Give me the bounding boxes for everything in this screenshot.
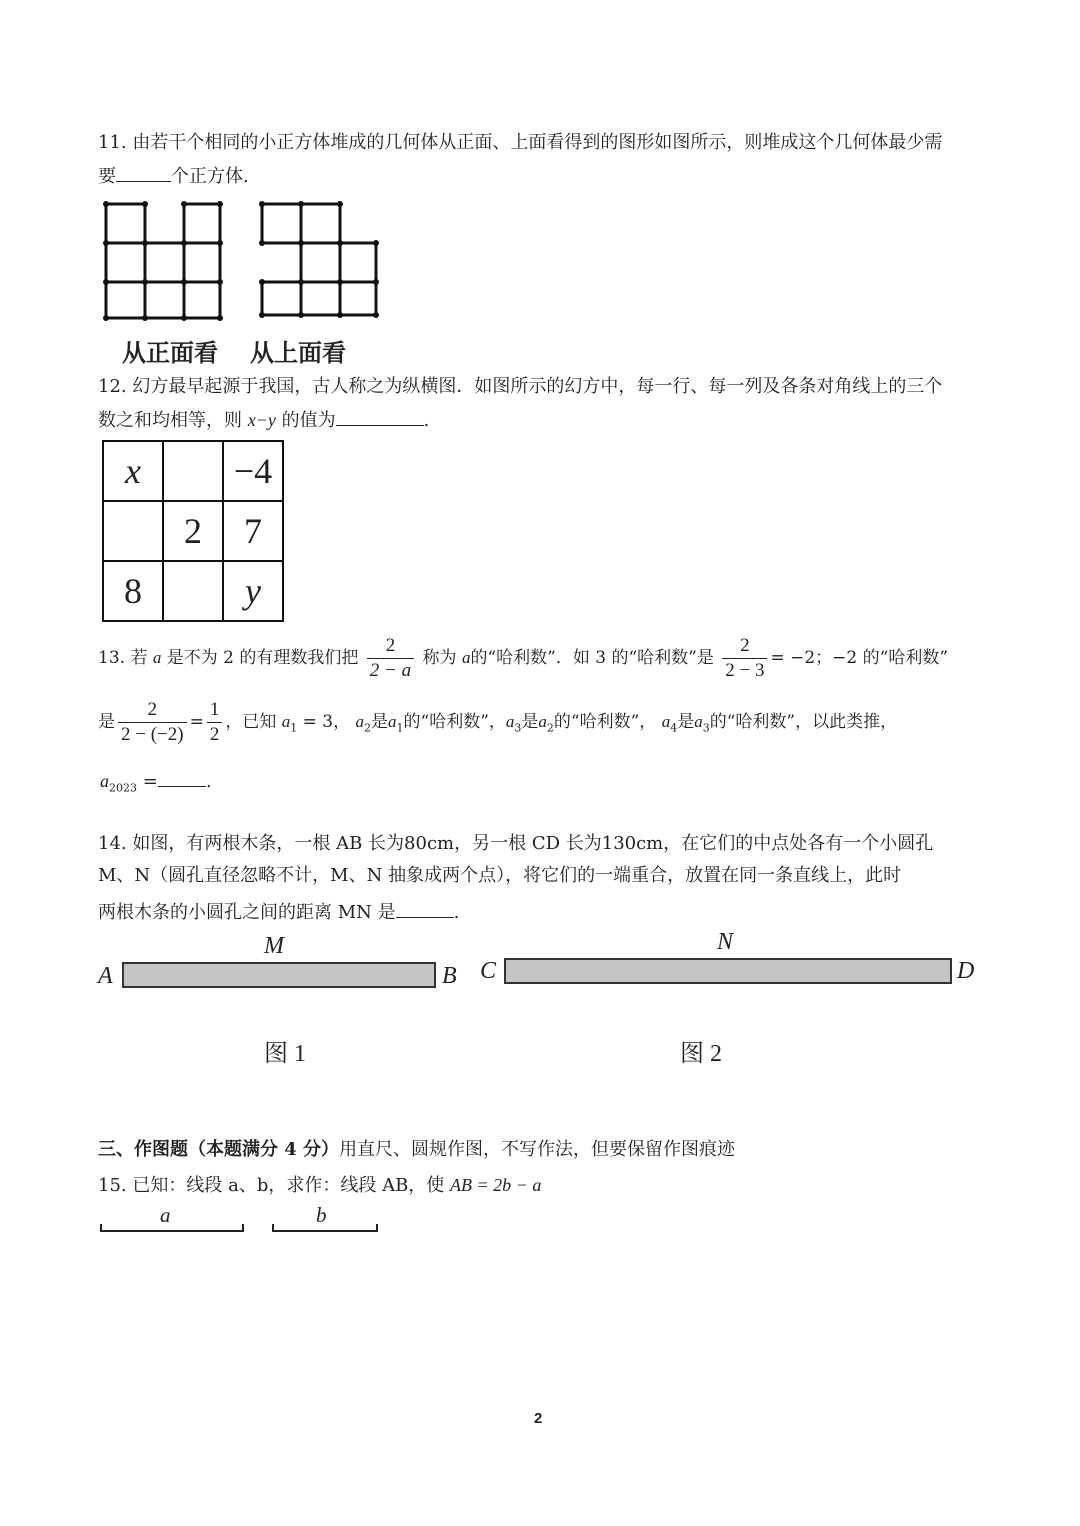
q14-text-2: M、N（圆孔直径忽略不计，M、N 抽象成两个点），将它们的一端重合，放置在同一条直线上，此时 (98, 865, 902, 886)
frac3-den: 2 − (−2) (118, 722, 187, 747)
q12-text-2-end: . (423, 410, 430, 431)
magic-cell-r1c2 (163, 441, 223, 501)
magic-cell-r3c1: 8 (103, 561, 163, 621)
q11-number: 11. (98, 132, 127, 153)
q12-text-2-pre: 数之和均相等，则 (98, 410, 242, 431)
q13-text-9b: 是 (521, 712, 539, 732)
label-C: C (480, 958, 497, 984)
q14-line2 (98, 864, 901, 888)
q13-text-11: 的“哈利数”，以此类推， (709, 712, 898, 732)
magic-cell-r2c1 (103, 501, 163, 561)
label-M: M (264, 933, 284, 959)
frac4-num: 1 (209, 699, 220, 720)
magic-cell-r2c2: 2 (163, 501, 223, 561)
q12-expression: x−y (247, 410, 276, 430)
q13-text-12: = (142, 771, 158, 792)
segment-a (100, 1224, 244, 1232)
front-view-grid (106, 204, 220, 318)
q14-text-1: 如图，有两根木条，一根 AB 长为80cm，另一根 CD 长为130cm，在它们的中点处各有一个小圆孔 (132, 833, 934, 854)
figure-2-caption: 图 2 (680, 1041, 722, 1067)
section3-heading: 三、作图题（本题满分 4 分） (98, 1139, 340, 1160)
q13-a4-sub: 4 (670, 721, 678, 735)
q13-a2b-var: a (538, 712, 547, 731)
q13-text-13: . (205, 771, 212, 792)
top-view-dots (259, 201, 379, 318)
q14-text-3: 两根木条的小圆孔之间的距离 MN 是 (98, 902, 396, 923)
page-number: 2 (534, 1410, 543, 1427)
stick-CD (504, 958, 952, 984)
q13-text-10: 的“哈利数”， (403, 712, 506, 732)
magic-row-2 (103, 501, 283, 561)
q13-line1 (98, 634, 948, 683)
q13-var-a: a (152, 648, 162, 667)
magic-row-1 (103, 441, 283, 501)
section3-header (98, 1138, 735, 1162)
magic-row-3 (103, 561, 283, 621)
q12-text-1: 幻方最早起源于我国，古人称之为纵横图．如图所示的幻方中，每一行、每一列及各条对角线上的三个 (132, 376, 943, 397)
q13-a1b-sub: 1 (396, 721, 404, 735)
magic-cell-r1c3: −4 (223, 441, 283, 501)
frac2-num: 2 (740, 635, 750, 656)
q14-line3 (98, 899, 459, 925)
q13-answer-blank[interactable] (158, 768, 206, 787)
q13-line3 (100, 768, 212, 801)
q13-fraction-1 (367, 634, 414, 683)
frac1-num: 2 (385, 635, 396, 656)
magic-cell-r3c2 (163, 561, 223, 621)
q13-text-7: = (189, 712, 204, 732)
q13-fraction-2 (722, 634, 767, 683)
q14-line1 (98, 832, 933, 856)
label-B: B (442, 963, 457, 989)
q13-number: 13. (98, 648, 126, 668)
q13-a2b-sub: 2 (546, 721, 554, 735)
q12-number: 12. (98, 376, 127, 397)
q13-line2 (98, 698, 897, 747)
q13-a3b-sub: 3 (702, 721, 710, 735)
frac3-num: 2 (147, 699, 158, 720)
stick-AB (122, 962, 436, 988)
figure-1-caption: 图 1 (264, 1041, 306, 1067)
q13-a2023-sub: 2023 (109, 781, 137, 795)
q13-text-2: 是不为 2 的有理数我们把 (166, 648, 359, 668)
q14-number: 14. (98, 833, 127, 854)
q13-text-1: 若 (130, 648, 148, 668)
q13-fraction-3 (118, 698, 187, 747)
q11-line2 (98, 163, 249, 189)
label-N: N (717, 929, 734, 955)
q15-number: 15. (98, 1175, 127, 1196)
q13-text-4: 的“哈利数”．如 3 的“哈利数”是 (470, 648, 714, 668)
q13-a3-var: a (505, 712, 515, 731)
q12-answer-blank[interactable] (336, 407, 424, 426)
magic-cell-r2c3: 7 (223, 501, 283, 561)
q13-text-6: 是 (98, 712, 115, 732)
q13-text-5: = −2；−2 的“哈利数” (770, 648, 949, 668)
q13-text-9: 是 (371, 712, 389, 732)
q11-text-2-pre: 要 (98, 166, 116, 187)
frac4-den: 2 (207, 722, 223, 747)
q14-text-3-end: . (453, 902, 460, 923)
q11-line1 (98, 131, 942, 155)
q13-a1-eq: = 3， (302, 712, 351, 732)
segment-b-label: b (316, 1203, 327, 1227)
segment-a-label: a (160, 1203, 171, 1227)
magic-cell-r1c1: x (103, 441, 163, 501)
q11-views-figure (100, 198, 385, 323)
q15-formula: AB = 2b − a (450, 1175, 542, 1195)
q12-line2 (98, 407, 429, 433)
q11-answer-blank[interactable] (116, 163, 171, 182)
frac1-den: 2 − a (367, 658, 414, 683)
q13-a3-sub: 3 (514, 721, 522, 735)
section3-instruction: 用直尺、圆规作图，不写作法，但要保留作图痕迹 (339, 1139, 736, 1160)
q13-a2023-var: a (100, 771, 109, 791)
q15-text: 已知：线段 a、b，求作：线段 AB，使 (132, 1175, 445, 1196)
q13-fraction-4 (207, 698, 223, 747)
q13-a1-sub: 1 (290, 721, 298, 735)
q11-caption-top: 从上面看 (250, 339, 346, 367)
q11-text-1: 由若干个相同的小正方体堆成的几何体从正面、上面看得到的图形如图所示，则堆成这个几何体最少需 (132, 132, 943, 153)
frac2-den: 2 − 3 (722, 658, 767, 683)
q13-text-9c: 是 (677, 712, 695, 732)
q12-line1 (98, 375, 942, 399)
top-view-grid (262, 204, 376, 315)
q13-a1-var: a (281, 712, 291, 731)
q13-a1b-var: a (388, 712, 397, 731)
q12-text-2-mid: 的值为 (281, 410, 336, 431)
segment-b (272, 1224, 378, 1232)
q13-a4-var: a (661, 712, 671, 731)
q11-text-2-post: 个正方体. (171, 166, 249, 187)
q13-var-a-2: a (461, 648, 471, 667)
q11-caption-front: 从正面看 (122, 339, 218, 367)
label-A: A (98, 963, 113, 989)
q15-line1 (98, 1173, 541, 1198)
q13-a2-sub: 2 (364, 721, 372, 735)
q13-text-3: 称为 (422, 648, 457, 668)
q13-text-10b: 的“哈利数”， (553, 712, 657, 732)
label-D: D (957, 958, 975, 984)
q14-answer-blank[interactable] (396, 899, 454, 918)
front-view-dots (103, 201, 223, 321)
q12-magic-square (102, 440, 284, 622)
magic-cell-r3c3: y (223, 561, 283, 621)
q13-a3b-var: a (694, 712, 703, 731)
q13-text-8: ，已知 (225, 712, 277, 732)
q13-a2-var: a (355, 712, 365, 731)
